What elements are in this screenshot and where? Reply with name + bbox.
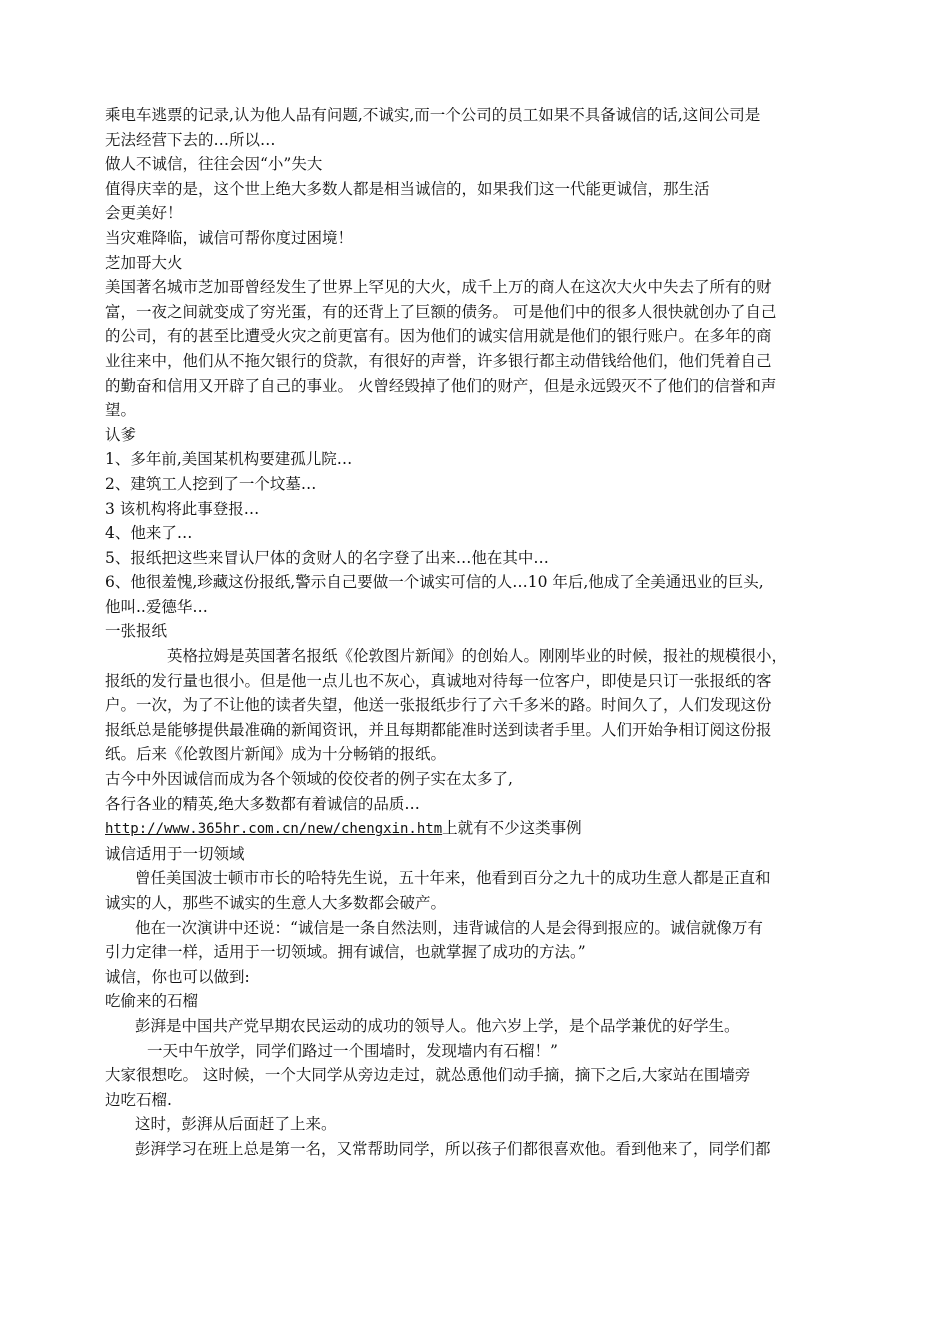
- text-line: 一天中午放学，同学们路过一个围墙时，发现墙内有石榴！”: [147, 1041, 558, 1060]
- list-item: 1、多年前,美国某机构要建孤儿院…: [105, 450, 353, 469]
- text-line: 望。: [105, 401, 137, 420]
- text-line: 的公司，有的甚至比遭受火灾之前更富有。因为他们的诚实信用就是他们的银行账户。在多年的商: [105, 327, 772, 346]
- list-item: 2、建筑工人挖到了一个坟墓…: [105, 474, 317, 493]
- text-line: 英格拉姆是英国著名报纸《伦敦图片新闻》的创始人。刚刚毕业的时候，报社的规模很小，: [167, 647, 788, 666]
- link-line: [105, 816, 853, 842]
- text-line: 各行各业的精英,绝大多数都有着诚信的品质…: [105, 794, 420, 813]
- text-line: 富，一夜之间就变成了穷光蛋，有的还背上了巨额的债务。 可是他们中的很多人很快就创办了自己: [105, 302, 777, 321]
- text-line: 彭湃学习在班上总是第一名，又常帮助同学，所以孩子们都很喜欢他。看到他来了，同学们都: [135, 1139, 771, 1158]
- text-line: 纸。后来《伦敦图片新闻》成为十分畅销的报纸。: [105, 745, 447, 764]
- heading-line: 诚信，你也可以做到:: [105, 967, 250, 986]
- heading-line: 认爹: [105, 425, 137, 444]
- heading-line: 一张报纸: [105, 622, 168, 641]
- link-suffix: 上就有不少这类事例: [442, 819, 582, 838]
- document-page: [105, 103, 853, 1162]
- text-line: 业往来中，他们从不拖欠银行的贷款，有很好的声誉，许多银行都主动借钱给他们，他们凭着自己: [105, 351, 772, 370]
- list-item: 6、他很羞愧,珍藏这份报纸,警示自己要做一个诚实可信的人…10 年后,他成了全美通迅业的巨头,: [105, 573, 764, 592]
- heading-line: 做人不诚信，往往会因“小”失大: [105, 155, 323, 174]
- text-line: 户。一次，为了不让他的读者失望，他送一张报纸步行了六千多米的路。时间久了，人们发现这份: [105, 696, 772, 715]
- text-line: 曾任美国波士顿市市长的哈特先生说，五十年来，他看到百分之九十的成功生意人都是正直和: [135, 869, 771, 888]
- text-line: 他在一次演讲中还说：“诚信是一条自然法则，违背诚信的人是会得到报应的。诚信就像万有: [135, 918, 763, 937]
- text-line: 美国著名城市芝加哥曾经发生了世界上罕见的大火，成千上万的商人在这次大火中失去了所有的财: [105, 278, 772, 297]
- text-line: 古今中外因诚信而成为各个领域的佼佼者的例子实在太多了,: [105, 770, 513, 789]
- list-item: 5、报纸把这些来冒认尸体的贪财人的名字登了出来…他在其中…: [105, 548, 549, 567]
- text-line: 的勤奋和信用又开辟了自己的事业。 火曾经毁掉了他们的财产，但是永远毁灭不了他们的信誉和声: [105, 376, 777, 395]
- text-line: 报纸的发行量也很小。但是他一点儿也不灰心，真诚地对待每一位客户，即使是只订一张报纸的客: [105, 671, 772, 690]
- list-item: 4、他来了…: [105, 524, 193, 543]
- chengxin-link[interactable]: http://www.365hr.com.cn/new/chengxin.htm: [105, 821, 443, 838]
- text-line: 引力定律一样，适用于一切领域。拥有诚信，也就掌握了成功的方法。”: [105, 943, 586, 962]
- text-line: 乘电车逃票的记录,认为他人品有问题,不诚实,而一个公司的员工如果不具备诚信的话,这间公司是: [105, 106, 761, 124]
- text-line: 值得庆幸的是，这个世上绝大多数人都是相当诚信的，如果我们这一代能更诚信，那生活: [105, 179, 710, 198]
- text-line: 诚实的人，那些不诚实的生意人大多数都会破产。: [105, 894, 447, 912]
- text-line: 边吃石榴.: [105, 1090, 172, 1109]
- text-line: 大家很想吃。 这时候，一个大同学从旁边走过，就怂恿他们动手摘，摘下之后,大家站在围墙旁: [105, 1066, 751, 1085]
- text-line: 无法经营下去的…所以…: [105, 130, 276, 149]
- heading-line: 芝加哥大火: [105, 253, 183, 272]
- heading-line: 吃偷来的石榴: [105, 992, 199, 1011]
- heading-line: 诚信适用于一切领域: [105, 844, 245, 863]
- list-item: 他叫..爱德华…: [105, 597, 208, 616]
- text-line: 报纸总是能够提供最准确的新闻资讯，并且每期都能准时送到读者手里。人们开始争相订阅这份报: [105, 720, 772, 739]
- text-line: 会更美好！: [105, 204, 183, 223]
- list-item: 3 该机构将此事登报…: [105, 499, 260, 518]
- heading-line: 当灾难降临，诚信可帮你度过困境！: [105, 228, 354, 247]
- text-line: 彭湃是中国共产党早期农民运动的成功的领导人。他六岁上学，是个品学兼优的好学生。: [135, 1016, 740, 1035]
- text-line: 这时，彭湃从后面赶了上来。: [135, 1115, 337, 1134]
